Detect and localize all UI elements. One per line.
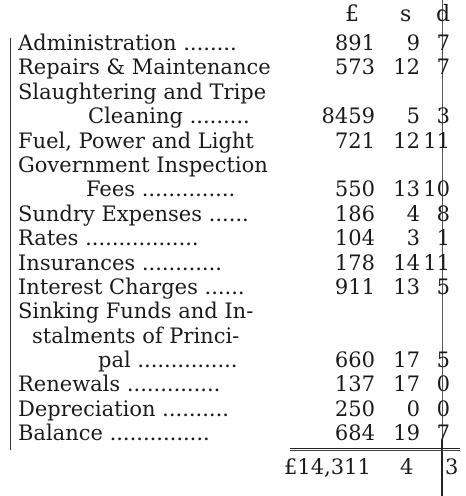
row-pounds: 573 xyxy=(334,55,375,80)
row-shillings: 4 xyxy=(406,201,420,226)
row-pence: 5 xyxy=(436,274,450,299)
row-pence: 0 xyxy=(436,372,450,397)
table-row xyxy=(18,55,458,79)
row-pounds: 104 xyxy=(334,226,375,251)
table-row xyxy=(18,275,458,299)
total-shillings: 4 xyxy=(400,455,414,479)
row-pounds: 137 xyxy=(334,372,375,397)
table-row xyxy=(18,251,458,275)
table-row xyxy=(18,324,458,348)
row-shillings: 0 xyxy=(406,396,420,421)
row-pence: 7 xyxy=(436,421,450,446)
row-pence: 7 xyxy=(436,31,450,55)
row-pence: 8 xyxy=(436,201,450,226)
row-pounds: 911 xyxy=(334,274,375,299)
row-label: Slaughtering and Tripe xyxy=(18,79,267,104)
row-label: Rates ................. xyxy=(18,226,199,251)
table-row xyxy=(18,177,458,201)
row-label: Insurances ............ xyxy=(18,250,222,275)
left-margin-rule xyxy=(10,38,11,450)
row-label: Government Inspection xyxy=(18,152,268,177)
total-pence: 3 xyxy=(445,455,459,479)
row-pence: 11 xyxy=(423,128,450,153)
row-label: Interest Charges ...... xyxy=(18,274,245,299)
row-shillings: 13 xyxy=(393,274,420,299)
total-rule-upper xyxy=(290,448,460,449)
row-pounds: 891 xyxy=(334,31,375,55)
table-row xyxy=(18,153,458,177)
total-pounds: £14,311 xyxy=(284,455,371,479)
expenditure-table xyxy=(18,31,458,446)
table-row xyxy=(18,202,458,226)
row-pounds: 684 xyxy=(334,421,375,446)
row-label: Fuel, Power and Light xyxy=(18,128,254,153)
row-shillings: 13 xyxy=(393,177,420,202)
row-shillings: 12 xyxy=(393,55,420,80)
row-pounds: 721 xyxy=(334,128,375,153)
row-label: Depreciation .......... xyxy=(18,396,229,421)
row-pounds: 550 xyxy=(334,177,375,202)
row-pounds: 8459 xyxy=(321,104,375,129)
row-label: pal ............... xyxy=(98,348,238,373)
row-pence: 5 xyxy=(436,348,450,373)
row-shillings: 9 xyxy=(406,31,420,55)
table-row xyxy=(18,31,458,55)
row-pence: 0 xyxy=(436,396,450,421)
row-label: Sinking Funds and In- xyxy=(18,299,254,324)
row-label: Administration ........ xyxy=(18,31,237,55)
row-label: Renewals .............. xyxy=(18,372,221,397)
table-row xyxy=(18,129,458,153)
row-pence: 1 xyxy=(436,226,450,251)
row-label: Cleaning ......... xyxy=(88,104,250,129)
row-pounds: 660 xyxy=(334,348,375,373)
row-pounds: 178 xyxy=(334,250,375,275)
total-rule-lower xyxy=(290,450,460,451)
table-row xyxy=(18,348,458,372)
table-row xyxy=(18,80,458,104)
row-pence: 11 xyxy=(423,250,450,275)
row-label: stalments of Princi- xyxy=(32,323,240,348)
row-shillings: 3 xyxy=(406,226,420,251)
table-row xyxy=(18,104,458,128)
row-pence: 3 xyxy=(436,104,450,129)
table-row xyxy=(18,421,458,445)
row-pence: 10 xyxy=(423,177,450,202)
row-shillings: 17 xyxy=(393,372,420,397)
row-shillings: 14 xyxy=(393,250,420,275)
row-shillings: 17 xyxy=(393,348,420,373)
row-shillings: 5 xyxy=(406,104,420,129)
header-pence: d xyxy=(436,2,451,27)
row-pounds: 250 xyxy=(334,396,375,421)
row-pence: 7 xyxy=(436,55,450,80)
row-label: Sundry Expenses ...... xyxy=(18,201,249,226)
row-label: Repairs & Maintenance xyxy=(18,55,271,80)
table-row xyxy=(18,299,458,323)
row-shillings: 12 xyxy=(393,128,420,153)
row-label: Fees .............. xyxy=(86,177,236,202)
table-row xyxy=(18,226,458,250)
row-pounds: 186 xyxy=(334,201,375,226)
header-pounds: £ xyxy=(345,2,359,27)
header-shillings: s xyxy=(400,2,412,27)
row-shillings: 19 xyxy=(393,421,420,446)
row-label: Balance ............... xyxy=(18,421,210,446)
table-row xyxy=(18,372,458,396)
table-row xyxy=(18,397,458,421)
